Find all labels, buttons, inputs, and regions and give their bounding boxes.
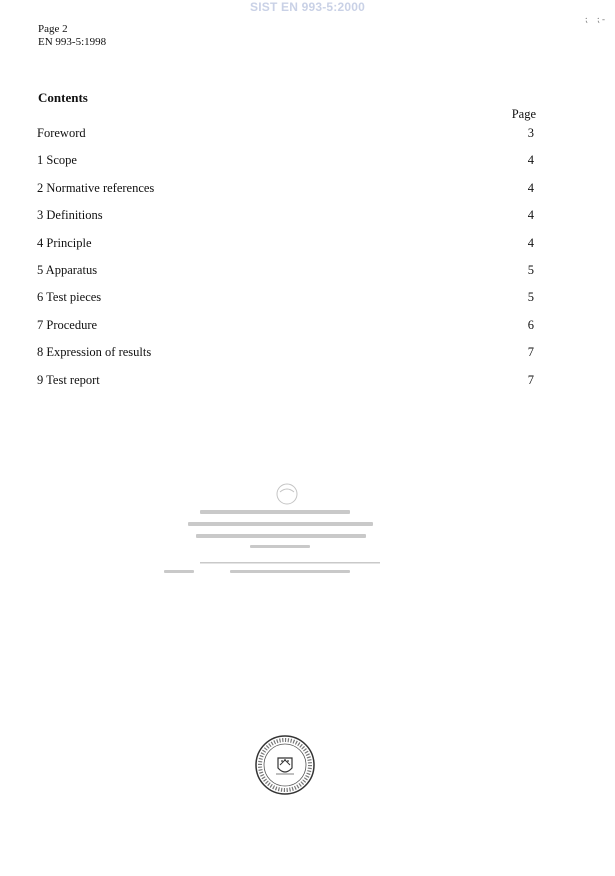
page-column-label: Page [511,107,536,121]
toc-entry [37,153,534,180]
toc-entry-page: 4 [527,235,534,250]
toc-entry-label: 9 Test report [37,372,100,387]
toc-entry [37,236,534,263]
toc-entry [37,373,534,400]
toc-entry [37,318,534,345]
toc-entry-page: 4 [527,208,534,223]
toc-entry-page: 6 [527,317,534,332]
toc-entry [37,345,534,372]
toc-entry-page: 4 [527,180,534,195]
toc-entry-page: 5 [527,290,534,305]
official-seal-icon [254,734,316,796]
scan-specks: ⁏ ⁏ - [584,14,605,24]
page-number: Page 2 [38,23,68,35]
toc-entry [37,208,534,235]
toc-entry-label: 4 Principle [37,235,92,250]
toc-entry-page: 4 [527,153,534,168]
toc-entry-label: 2 Normative references [37,180,155,195]
stamp-graphic [160,470,390,580]
contents-heading: Contents [38,90,88,105]
table-of-contents [37,126,534,400]
toc-entry-label: 8 Expression of results [37,345,152,360]
toc-entry [37,290,534,317]
document-watermark: SIST EN 993-5:2000 [250,0,365,14]
page-header [38,23,106,49]
toc-entry-label: 6 Test pieces [37,290,102,305]
toc-entry-label: 7 Procedure [37,317,98,332]
toc-entry-page: 5 [527,262,534,277]
toc-entry-label: 1 Scope [37,153,77,168]
toc-entry-page: 7 [527,372,534,387]
toc-entry-label: Foreword [37,126,86,140]
standard-number: EN 993-5:1998 [38,36,107,48]
toc-entry [37,181,534,208]
toc-entry-page: 3 [527,126,534,140]
toc-entry-label: 5 Apparatus [37,262,98,277]
certification-stamp [160,470,390,580]
toc-entry [37,263,534,290]
toc-entry-label: 3 Definitions [37,208,103,223]
toc-entry-page: 7 [527,345,534,360]
toc-entry [37,126,534,153]
